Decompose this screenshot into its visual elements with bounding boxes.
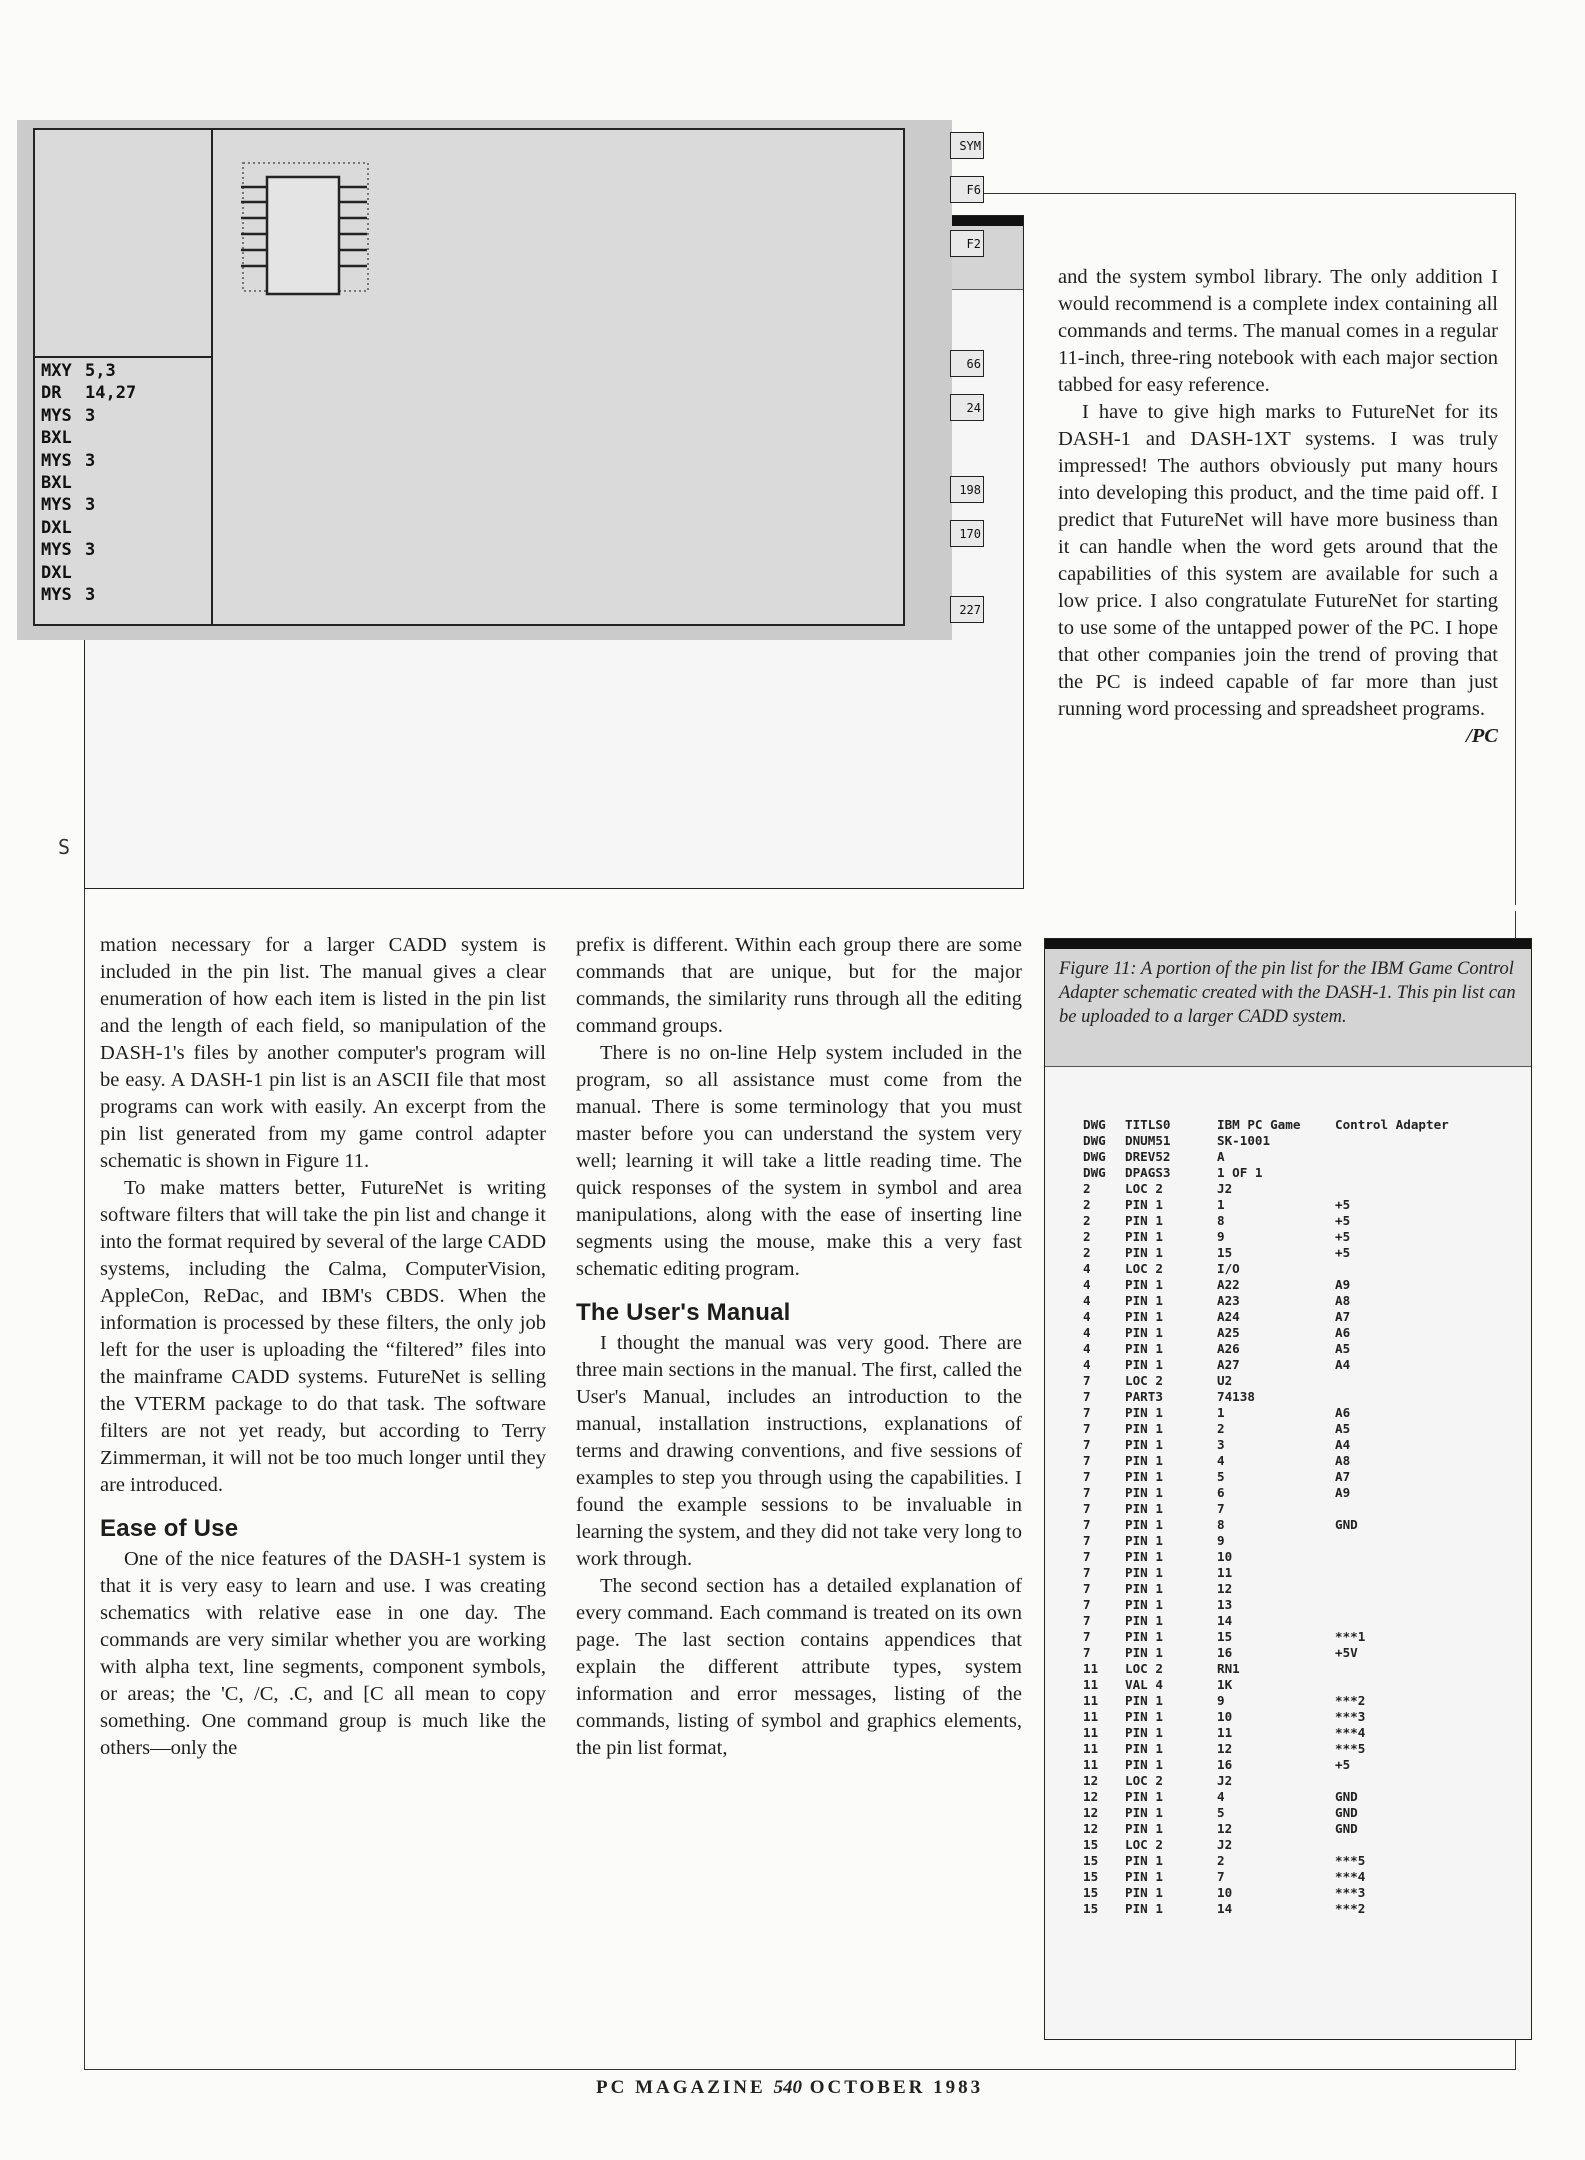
pin-row: DWG TITLS0 IBM PC Game Control Adapter bbox=[1083, 1117, 1449, 1132]
paragraph: One of the nice features of the DASH-1 system is that it is very easy to learn and use. I was creating schematics with relative ease in one day. The commands are very similar whether you are working with alpha text, line segments, component symbols, or areas; the 'C, /C, .C, and [C all mean to copy something. One command group is much like the others—only the bbox=[100, 1548, 546, 1759]
paragraph: There is no on-line Help system included in the program, so all assistance must come from the manual. There is some terminology that you must master before you can understand the system very well; learning it will take a little reading time. The quick responses of the system in symbol and area manipulations, along with the ease of inserting line segments using the mouse, make this a very fast schematic editing program. bbox=[576, 1042, 1022, 1280]
command-line: DR 14,27 bbox=[41, 383, 137, 404]
menu-item[interactable]: 198 bbox=[950, 476, 984, 503]
pin-row: 7 PIN 1 6 A9 bbox=[1083, 1485, 1351, 1500]
screen-footer: S bbox=[58, 835, 71, 859]
pin-row: 11 PIN 1 10 ***3 bbox=[1083, 1709, 1366, 1724]
pin-row: 7 PIN 1 2 A5 bbox=[1083, 1421, 1351, 1436]
pin-row: 7 PIN 1 4 A8 bbox=[1083, 1453, 1351, 1468]
pin-row: 7 LOC 2 U2 bbox=[1083, 1373, 1233, 1388]
pin-row: 11 PIN 1 11 ***4 bbox=[1083, 1725, 1366, 1740]
menu-item[interactable]: F2 bbox=[950, 230, 984, 257]
paragraph: The second section has a detailed explanation of every command. Each command is treated on its own page. The last section contains appendices that explain the different attribute types, system information and error messages, listing of the commands, listing of symbol and graphics elements, the pin list format, bbox=[576, 1575, 1022, 1759]
command-line: MYS 3 bbox=[41, 405, 96, 426]
paragraph: I thought the manual was very good. There are three main sections in the manual. The first, called the User's Manual, includes an introduction to the manual, installation instructions, explanations of terms and drawing conventions, and five sessions of examples to step you through using the capabilities. I found the example sessions to be invaluable in learning the system, and they did not take very long to work through. bbox=[576, 1332, 1022, 1570]
pin-row: 7 PIN 1 16 +5V bbox=[1083, 1645, 1358, 1660]
pin-row: 4 PIN 1 A25 A6 bbox=[1083, 1325, 1351, 1340]
pin-list bbox=[1083, 1117, 1449, 1917]
paragraph: I have to give high marks to FutureNet for its DASH-1 and DASH-1XT systems. I was truly impressed! The authors obviously put many hours into developing this product, and the time paid off. I predict that FutureNet will have more business than it can handle when the word gets around that the capabilities of this system are available for such a low price. I also congratulate FutureNet for starting to use some of the untapped power of the PC. I hope that other companies join the trend of proving that the PC is indeed capable of far more than just running word processing and spreadsheet programs. /PC bbox=[1058, 399, 1498, 723]
pin-row: 12 PIN 1 5 GND bbox=[1083, 1805, 1358, 1820]
ic-body bbox=[267, 177, 339, 294]
pin-row: 2 PIN 1 15 +5 bbox=[1083, 1245, 1351, 1260]
pin-row: 7 PIN 1 1 A6 bbox=[1083, 1405, 1351, 1420]
menu-item[interactable]: SYM bbox=[950, 132, 984, 159]
section-heading: The User's Manual bbox=[576, 1299, 791, 1326]
command-line: BXL bbox=[41, 473, 72, 494]
pin-row: 11 LOC 2 RN1 bbox=[1083, 1661, 1240, 1676]
pin-row: 7 PIN 1 5 A7 bbox=[1083, 1469, 1351, 1484]
command-line: MXY 5,3 bbox=[41, 361, 116, 381]
pin-row: 15 LOC 2 J2 bbox=[1083, 1837, 1233, 1852]
pin-row: 7 PART3 74138 bbox=[1083, 1389, 1255, 1404]
left-column bbox=[100, 932, 546, 1762]
pin-row: 11 PIN 1 16 +5 bbox=[1083, 1757, 1351, 1772]
pin-row: DWG DREV52 A bbox=[1083, 1149, 1225, 1164]
paragraph: prefix is different. Within each group there are some commands that are unique, but for the major commands, the similarity runs through all the editing command groups. bbox=[576, 934, 1022, 1037]
pin-row: DWG DPAGS3 1 OF 1 bbox=[1083, 1165, 1263, 1180]
menu-item[interactable]: 66 bbox=[950, 350, 984, 377]
pin-row: 7 PIN 1 14 bbox=[1083, 1613, 1233, 1628]
left-pins bbox=[241, 187, 267, 266]
menu-item[interactable]: F6 bbox=[950, 176, 984, 203]
paragraph: To make matters better, FutureNet is writing software filters that will take the pin list and change it into the format required by several of the large CADD systems, including the Calma, ComputerVision, AppleCon, ReDac, and IBM's CBDS. When the information is processed by these filters, the only job left for the user is uploading the “filtered” files into the mainframe CADD systems. FutureNet is selling the VTERM package to do that task. The software filters are not yet ready, but according to Terry Zimmerman, it will not be too much longer until they are introduced. bbox=[100, 1177, 546, 1496]
pin-row: 4 PIN 1 A26 A5 bbox=[1083, 1341, 1351, 1356]
function-key-menu bbox=[950, 118, 984, 618]
paragraph: mation necessary for a larger CADD system is included in the pin list. The manual gives a clear enumeration of how each item is listed in the pin list and the length of each field, so manipulation of the DASH-1's files by another computer's program will be easy. A DASH-1 pin list is an ASCII file that most programs can work with easily. An excerpt from the pin list generated from my game control adapter schematic is shown in Figure 11. bbox=[100, 934, 546, 1172]
pin-row: 4 LOC 2 I/O bbox=[1083, 1261, 1240, 1276]
middle-column bbox=[576, 932, 1022, 1762]
right-column bbox=[1058, 264, 1498, 750]
pin-row: 4 PIN 1 A23 A8 bbox=[1083, 1293, 1351, 1308]
command-line: DXL bbox=[41, 562, 72, 583]
pin-row: 15 PIN 1 14 ***2 bbox=[1083, 1901, 1366, 1916]
pin-row: 15 PIN 1 10 ***3 bbox=[1083, 1885, 1366, 1900]
command-line: BXL bbox=[41, 428, 72, 449]
page-number: 540 bbox=[773, 2077, 802, 2098]
menu-item[interactable]: 170 bbox=[950, 520, 984, 547]
pin-row: 7 PIN 1 7 bbox=[1083, 1501, 1225, 1516]
command-line: MYS 3 bbox=[41, 450, 96, 471]
right-pins bbox=[339, 187, 367, 266]
pin-row: 11 PIN 1 9 ***2 bbox=[1083, 1693, 1366, 1708]
pin-row: 2 PIN 1 1 +5 bbox=[1083, 1197, 1351, 1212]
pin-row: 12 PIN 1 4 GND bbox=[1083, 1789, 1358, 1804]
pin-row: 7 PIN 1 15 ***1 bbox=[1083, 1629, 1366, 1644]
symbol-drawing bbox=[213, 130, 903, 624]
command-line: MYS 3 bbox=[41, 495, 96, 516]
pin-row: 12 PIN 1 12 GND bbox=[1083, 1821, 1358, 1836]
command-list bbox=[41, 360, 136, 606]
pin-row: 11 PIN 1 12 ***5 bbox=[1083, 1741, 1366, 1756]
issue-date: OCTOBER 1983 bbox=[809, 2077, 984, 2098]
pin-row: 15 PIN 1 7 ***4 bbox=[1083, 1869, 1366, 1884]
pin-row: 15 PIN 1 2 ***5 bbox=[1083, 1853, 1366, 1868]
pin-row: 7 PIN 1 10 bbox=[1083, 1549, 1233, 1564]
pin-row: 4 PIN 1 A27 A4 bbox=[1083, 1357, 1351, 1372]
pin-row: DWG DNUM51 SK-1001 bbox=[1083, 1133, 1271, 1148]
pin-row: 7 PIN 1 3 A4 bbox=[1083, 1437, 1351, 1452]
pin-row: 7 PIN 1 12 bbox=[1083, 1581, 1233, 1596]
pin-row: 2 PIN 1 9 +5 bbox=[1083, 1229, 1351, 1244]
pin-row: 2 LOC 2 J2 bbox=[1083, 1181, 1233, 1196]
page-footer bbox=[596, 2077, 983, 2099]
pin-row: 7 PIN 1 13 bbox=[1083, 1597, 1233, 1612]
section-heading: Ease of Use bbox=[100, 1515, 239, 1542]
command-line: DXL bbox=[41, 517, 72, 538]
pin-row: 2 PIN 1 8 +5 bbox=[1083, 1213, 1351, 1228]
pin-row: 7 PIN 1 8 GND bbox=[1083, 1517, 1358, 1532]
command-line: MYS 3 bbox=[41, 585, 96, 606]
signature: /PC bbox=[1466, 725, 1498, 747]
paragraph: and the system symbol library. The only addition I would recommend is a complete index containing all commands and terms. The manual comes in a regular 11-inch, three-ring notebook with each major section tabbed for easy reference. bbox=[1058, 266, 1498, 396]
pin-row: 12 LOC 2 J2 bbox=[1083, 1773, 1233, 1788]
figure-11 bbox=[1044, 938, 1532, 2040]
pin-row: 7 PIN 1 11 bbox=[1083, 1565, 1233, 1580]
magazine-name: PC MAGAZINE bbox=[596, 2077, 766, 2098]
command-line: MYS 3 bbox=[41, 540, 96, 561]
symbol-editor-screen bbox=[17, 120, 952, 640]
pin-row: 7 PIN 1 9 bbox=[1083, 1533, 1225, 1548]
menu-item[interactable]: 24 bbox=[950, 394, 984, 421]
figure-11-caption: Figure 11: A portion of the pin list for the IBM Game Control Adapter schematic created with the DASH-1. This pin list can be uploaded to a larger CADD system. bbox=[1045, 949, 1531, 1067]
pin-row: 11 VAL 4 1K bbox=[1083, 1677, 1233, 1692]
pin-row: 4 PIN 1 A22 A9 bbox=[1083, 1277, 1351, 1292]
pin-row: 4 PIN 1 A24 A7 bbox=[1083, 1309, 1351, 1324]
menu-item[interactable]: 227 bbox=[950, 596, 984, 623]
